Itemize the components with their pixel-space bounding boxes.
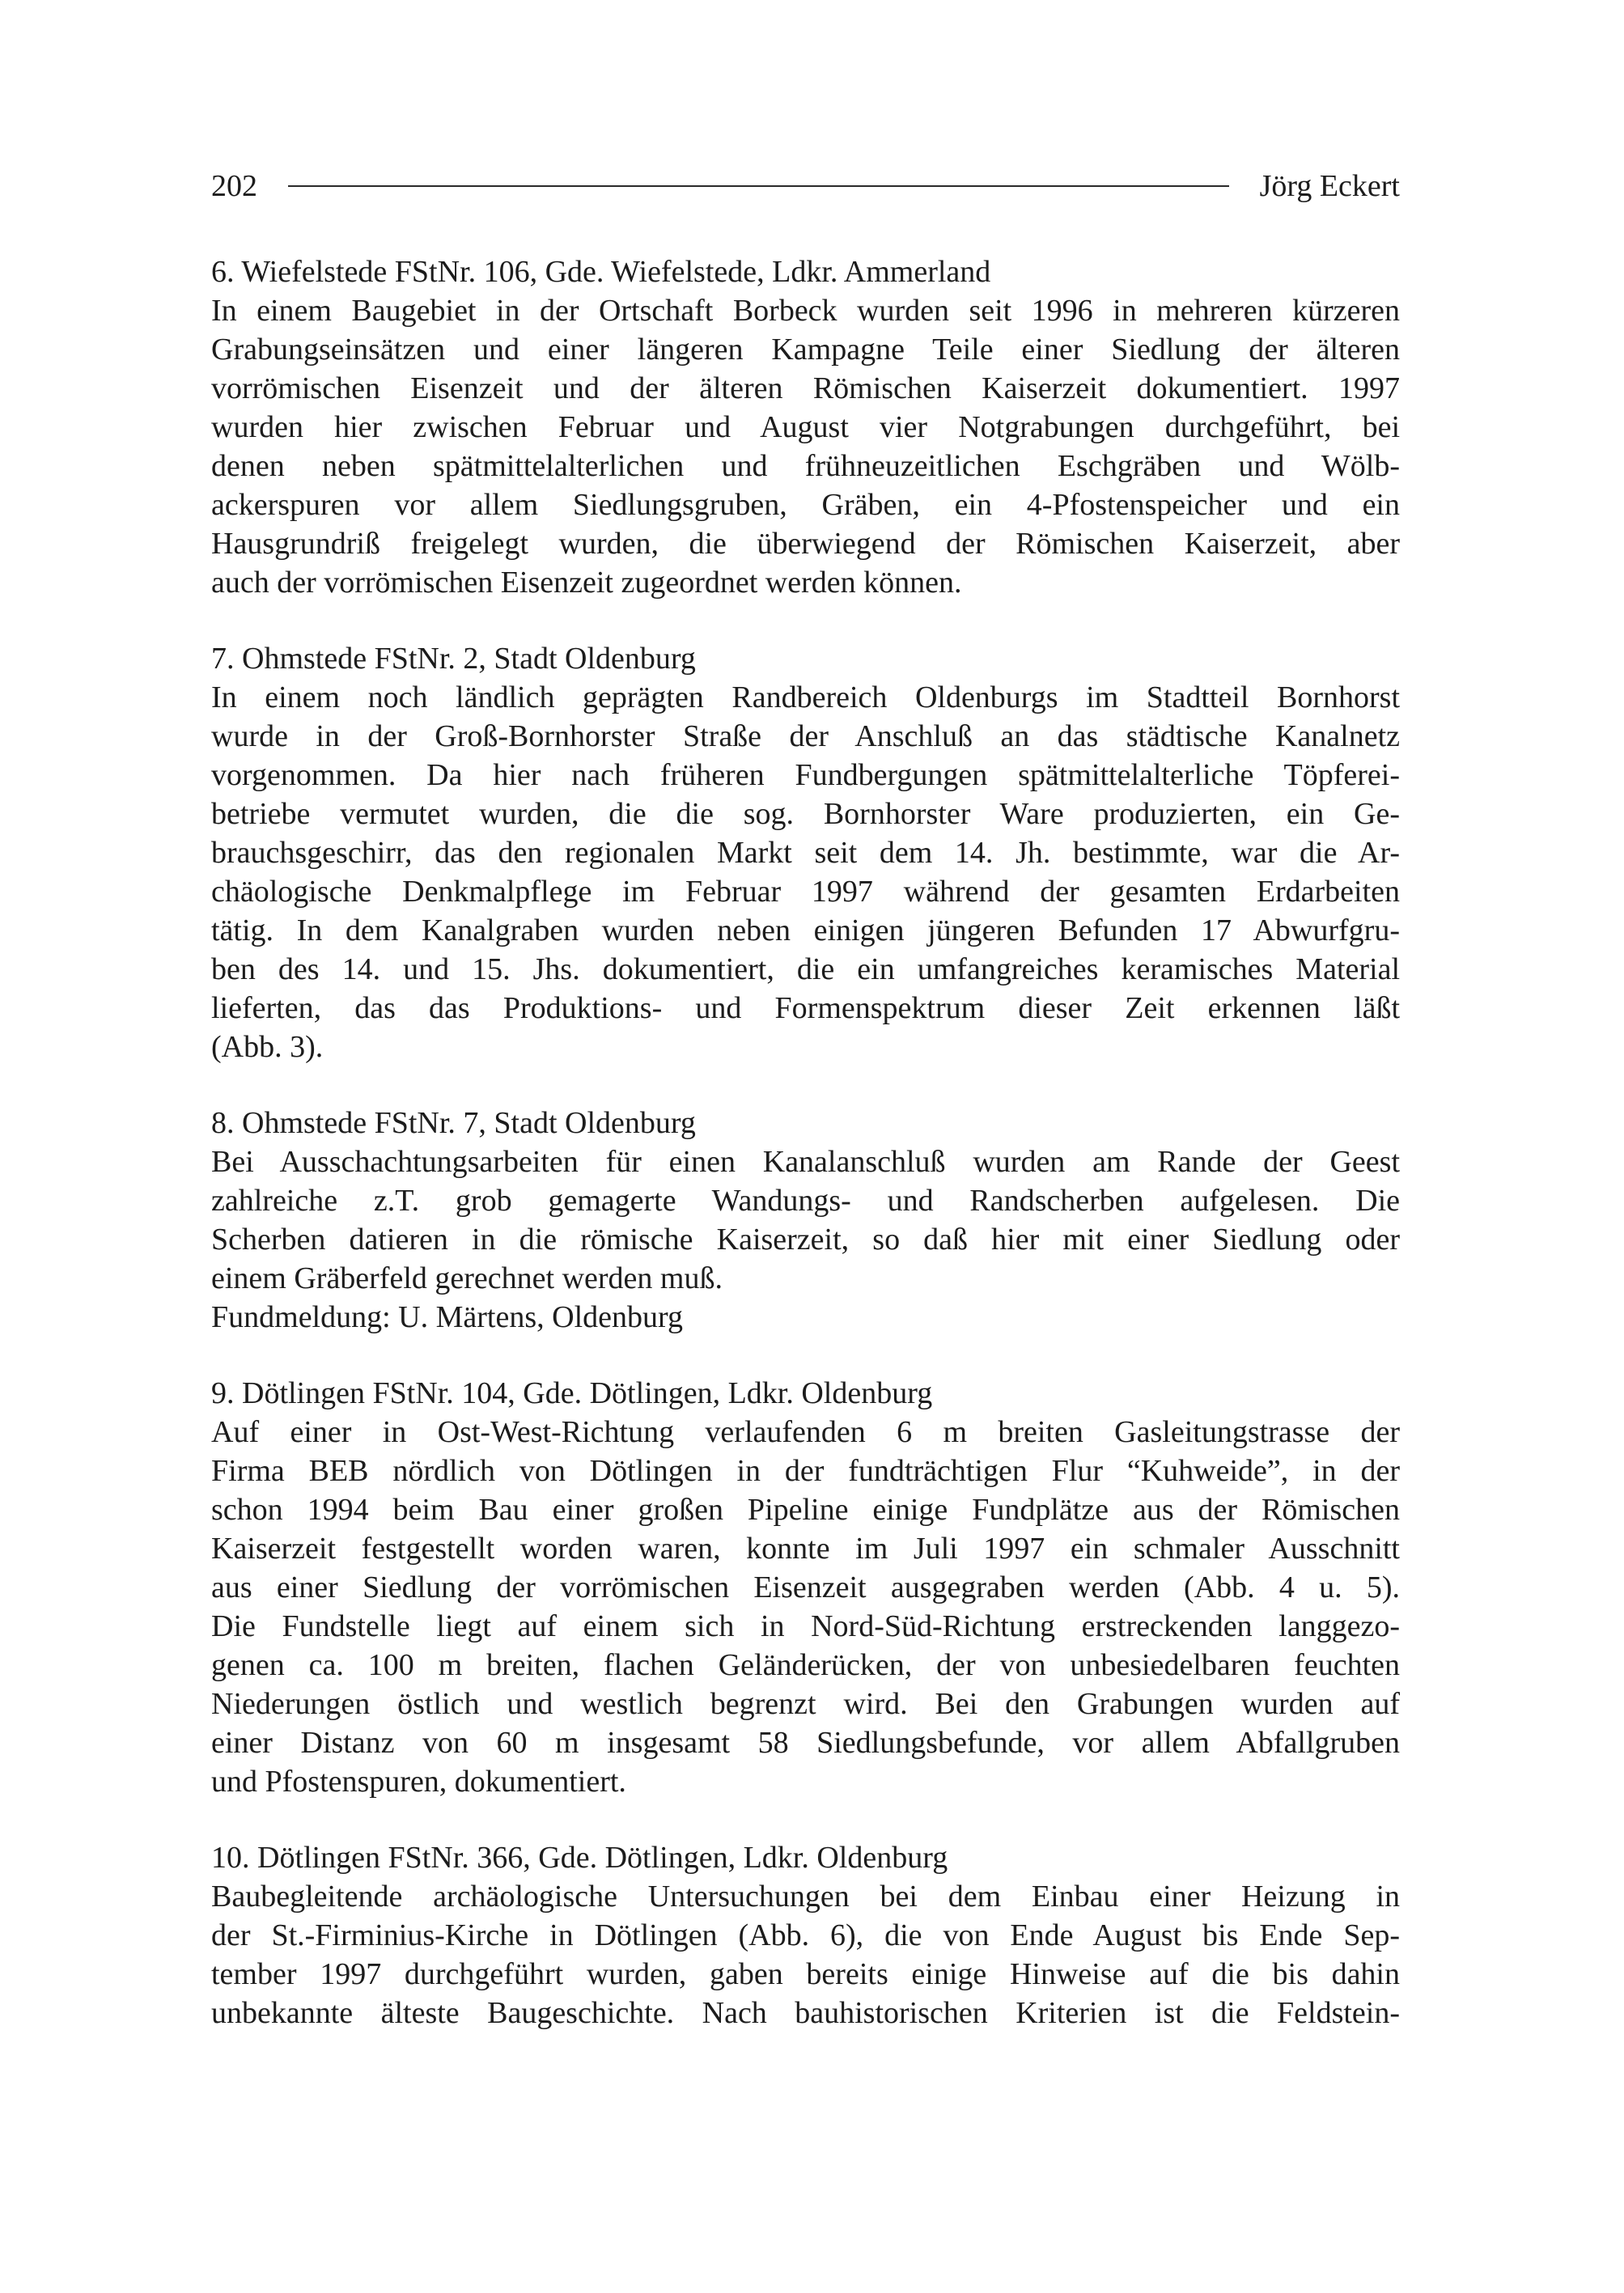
- text-line: und Pfostenspuren, dokumentiert.: [211, 1765, 626, 1799]
- entry-9-doetlingen: [211, 1374, 1400, 1801]
- text-line: chäologische Denkmalpflege im Februar 1997 während der gesamten Erdarbeiten: [211, 875, 1400, 909]
- text-line: Baubegleitende archäologische Untersuchungen bei dem Einbau einer Heizung in: [211, 1880, 1400, 1914]
- article-body: [211, 252, 1400, 2070]
- text-line: Niederungen östlich und westlich begrenzt wird. Bei den Grabungen wurden auf: [211, 1687, 1400, 1721]
- text-line: Scherben datieren in die römische Kaiserzeit, so daß hier mit einer Siedlung oder: [211, 1223, 1400, 1257]
- running-header-author: Jörg Eckert: [1259, 169, 1400, 203]
- text-line: In einem noch ländlich geprägten Randbereich Oldenburgs im Stadtteil Bornhorst: [211, 680, 1400, 714]
- text-line: vorrömischen Eisenzeit und der älteren Römischen Kaiserzeit dokumentiert. 1997: [211, 371, 1400, 405]
- header-rule: [288, 185, 1229, 187]
- text-line: Hausgrundriß freigelegt wurden, die überwiegend der Römischen Kaiserzeit, aber: [211, 527, 1400, 561]
- text-line: Kaiserzeit festgestellt worden waren, konnte im Juli 1997 ein schmaler Ausschnitt: [211, 1532, 1400, 1566]
- text-line: tember 1997 durchgeführt wurden, gaben bereits einige Hinweise auf die bis dahin: [211, 1957, 1400, 1991]
- text-line: wurde in der Groß-Bornhorster Straße der Anschluß an das städtische Kanalnetz: [211, 719, 1400, 753]
- text-line: brauchsgeschirr, das den regionalen Markt seit dem 14. Jh. bestimmte, war die Ar-: [211, 836, 1400, 870]
- text-line: einem Gräberfeld gerechnet werden muß.: [211, 1261, 723, 1295]
- text-line: einer Distanz von 60 m insgesamt 58 Siedlungsbefunde, vor allem Abfallgruben: [211, 1726, 1400, 1760]
- entry-heading: 10. Dötlingen FStNr. 366, Gde. Dötlingen, Ldkr. Oldenburg: [211, 1841, 948, 1875]
- entry-8-ohmstede: [211, 1104, 1400, 1337]
- page-number: 202: [211, 169, 257, 203]
- text-line: Auf einer in Ost-West-Richtung verlaufenden 6 m breiten Gasleitungstrasse der: [211, 1415, 1400, 1449]
- entry-heading: 6. Wiefelstede FStNr. 106, Gde. Wiefelstede, Ldkr. Ammerland: [211, 255, 991, 289]
- text-line: In einem Baugebiet in der Ortschaft Borbeck wurden seit 1996 in mehreren kürzeren: [211, 294, 1400, 328]
- running-header: [211, 166, 1400, 206]
- text-line: der St.-Firminius-Kirche in Dötlingen (Abb. 6), die von Ende August bis Ende Sep-: [211, 1918, 1400, 1952]
- text-line: schon 1994 beim Bau einer großen Pipeline einige Fundplätze aus der Römischen: [211, 1493, 1400, 1527]
- text-line: lieferten, das das Produktions- und Formenspektrum dieser Zeit erkennen läßt: [211, 991, 1400, 1025]
- text-line: ackerspuren vor allem Siedlungsgruben, Gräben, ein 4-Pfostenspeicher und ein: [211, 488, 1400, 522]
- text-line: Grabungseinsätzen und einer längeren Kampagne Teile einer Siedlung der älteren: [211, 333, 1400, 367]
- entry-10-doetlingen: [211, 1838, 1400, 2032]
- entry-7-ohmstede: [211, 639, 1400, 1066]
- text-line: genen ca. 100 m breiten, flachen Geländerücken, der von unbesiedelbaren feuchten: [211, 1648, 1400, 1682]
- text-line: Bei Ausschachtungsarbeiten für einen Kanalanschluß wurden am Rande der Geest: [211, 1145, 1400, 1179]
- text-line: Firma BEB nördlich von Dötlingen in der fundträchtigen Flur “Kuhweide”, in der: [211, 1454, 1400, 1488]
- text-line: aus einer Siedlung der vorrömischen Eisenzeit ausgegraben werden (Abb. 4 u. 5).: [211, 1570, 1400, 1604]
- entry-6-wiefelstede: [211, 252, 1400, 602]
- text-line: auch der vorrömischen Eisenzeit zugeordnet werden können.: [211, 566, 962, 600]
- text-line: unbekannte älteste Baugeschichte. Nach bauhistorischen Kriterien ist die Feldstein-: [211, 1996, 1400, 2030]
- text-line: vorgenommen. Da hier nach früheren Fundbergungen spätmittelalterliche Töpferei-: [211, 758, 1400, 792]
- text-line: denen neben spätmittelalterlichen und frühneuzeitlichen Eschgräben und Wölb-: [211, 449, 1400, 483]
- text-line: (Abb. 3).: [211, 1030, 324, 1064]
- entry-heading: 9. Dötlingen FStNr. 104, Gde. Dötlingen, Ldkr. Oldenburg: [211, 1376, 933, 1410]
- find-report-line: Fundmeldung: U. Märtens, Oldenburg: [211, 1300, 683, 1334]
- text-line: ben des 14. und 15. Jhs. dokumentiert, die ein umfangreiches keramisches Material: [211, 952, 1400, 986]
- text-line: betriebe vermutet wurden, die die sog. Bornhorster Ware produzierten, ein Ge-: [211, 797, 1400, 831]
- text-line: Die Fundstelle liegt auf einem sich in Nord-Süd-Richtung erstreckenden langgezo-: [211, 1609, 1400, 1643]
- text-line: wurden hier zwischen Februar und August vier Notgrabungen durchgeführt, bei: [211, 410, 1400, 444]
- entry-heading: 8. Ohmstede FStNr. 7, Stadt Oldenburg: [211, 1106, 696, 1140]
- text-line: zahlreiche z.T. grob gemagerte Wandungs- und Randscherben aufgelesen. Die: [211, 1184, 1400, 1218]
- entry-heading: 7. Ohmstede FStNr. 2, Stadt Oldenburg: [211, 642, 696, 676]
- text-line: tätig. In dem Kanalgraben wurden neben einigen jüngeren Befunden 17 Abwurfgru-: [211, 913, 1400, 947]
